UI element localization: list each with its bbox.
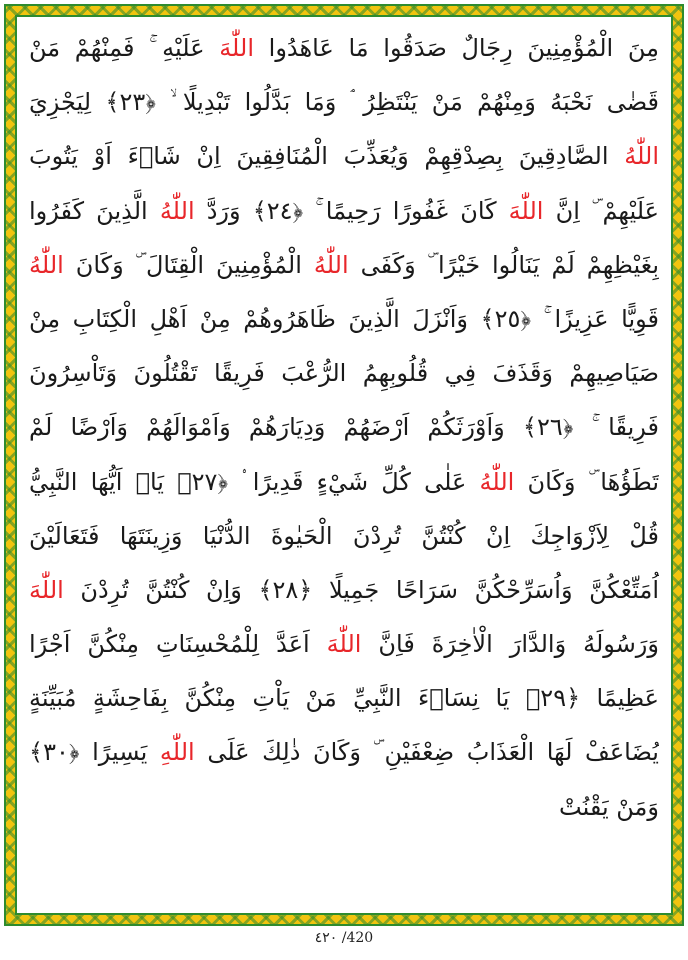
page-number: ٤٢٠ /420 <box>314 930 374 946</box>
text-line: قَوِيًّا عَزِيزًا ۚ ﴿٢٥﴾ وَاَنْزَلَ الَّذِينَ ظَاهَرُوهُمْ مِنْ اَهْلِ الْكِتَابِ مِنْ <box>29 304 659 333</box>
text-line: وَمَنْ يَقْنُتْ <box>559 792 659 821</box>
text-line: عَظِيمًا ﴿٢٩﴾ يَا نِسَاۤءَ النَّبِيِّ مَنْ يَاْتِ مِنْكُنَّ بِفَاحِشَةٍ مُبَيِّنَةٍ <box>29 684 659 713</box>
divine-name: اللّٰهُ <box>159 196 195 225</box>
divine-name: اللّٰهُ <box>29 250 64 279</box>
text-line: قُلْ لِاَزْوَاجِكَ اِنْ كُنْتُنَّ تُرِدْنَ الْحَيٰوةَ الدُّنْيَا وَزِينَتَهَا فَتَعَالَيْنَ <box>29 521 659 550</box>
text-line: فَرِيقًا ۚ ﴿٢٦﴾ وَاَوْرَثَكُمْ اَرْضَهُمْ وَدِيَارَهُمْ وَاَمْوَالَهُمْ وَاَرْضًا لَمْ <box>29 413 659 442</box>
text-line: عَلَيْهِمْ ۜ اِنَّ اللّٰهَ كَانَ غَفُورًا رَحِيمًا ۚ ﴿٢٤﴾ وَرَدَّ اللّٰهُ الَّذِينَ كَفَرُوا <box>29 196 659 225</box>
text-line: يُضَاعَفْ لَهَا الْعَذَابُ ضِعْفَيْنِ ۜ وَكَانَ ذٰلِكَ عَلَى اللّٰهِ يَسِيرًا ﴿٣٠﴾ <box>29 738 659 767</box>
decorative-border <box>4 4 684 926</box>
text-line: اللّٰهُ الصَّادِقِينَ بِصِدْقِهِمْ وَيُعَذِّبَ الْمُنَافِقِينَ اِنْ شَاۤءَ اَوْ يَتُوبَ <box>29 142 659 171</box>
divine-name: اللّٰهُ <box>479 467 515 496</box>
text-line: صَيَاصِيهِمْ وَقَذَفَ فِي قُلُوبِهِمُ الرُّعْبَ فَرِيقًا تَقْتُلُونَ وَتَاْسِرُونَ <box>29 359 659 388</box>
text-line: بِغَيْظِهِمْ لَمْ يَنَالُوا خَيْرًا ۜ وَكَفَى اللّٰهُ الْمُؤْمِنِينَ الْقِتَالَ ۜ وَكَانَ اللّٰهُ <box>29 250 659 279</box>
text-panel <box>15 15 673 915</box>
text-line: قَضٰى نَحْبَهُ وَمِنْهُمْ مَنْ يَنْتَظِرُ ۘ وَمَا بَدَّلُوا تَبْدِيلًا ۙ ﴿٢٣﴾ لِيَجْزِيَ <box>29 88 659 117</box>
divine-name: اللّٰهَ <box>508 196 544 225</box>
divine-name: اللّٰهِ <box>159 738 195 767</box>
text-line: تَطَؤُهَا ۜ وَكَانَ اللّٰهُ عَلٰى كُلِّ شَيْءٍ قَدِيرًا ۟ ﴿٢٧﴾ يَاۤ اَيُّهَا النَّبِيُّ <box>29 467 659 496</box>
text-line: اُمَتِّعْكُنَّ وَاُسَرِّحْكُنَّ سَرَاحًا جَمِيلًا ﴿٢٨﴾ وَاِنْ كُنْتُنَّ تُرِدْنَ اللّٰهَ <box>29 575 659 604</box>
divine-name: اللّٰهَ <box>219 34 254 62</box>
divine-name: اللّٰهُ <box>624 142 659 171</box>
text-line: وَرَسُولَهُ وَالدَّارَ الْاٰخِرَةَ فَاِنَّ اللّٰهَ اَعَدَّ لِلْمُحْسِنَاتِ مِنْكُنَّ اَجْرًا <box>29 630 659 659</box>
divine-name: اللّٰهَ <box>326 630 362 659</box>
divine-name: اللّٰهَ <box>29 575 64 604</box>
divine-name: اللّٰهُ <box>313 250 349 279</box>
text-line: مِنَ الْمُؤْمِنِينَ رِجَالٌ صَدَقُوا مَا عَاهَدُوا اللّٰهَ عَلَيْهِ ۚ فَمِنْهُمْ مَنْ <box>29 34 659 62</box>
